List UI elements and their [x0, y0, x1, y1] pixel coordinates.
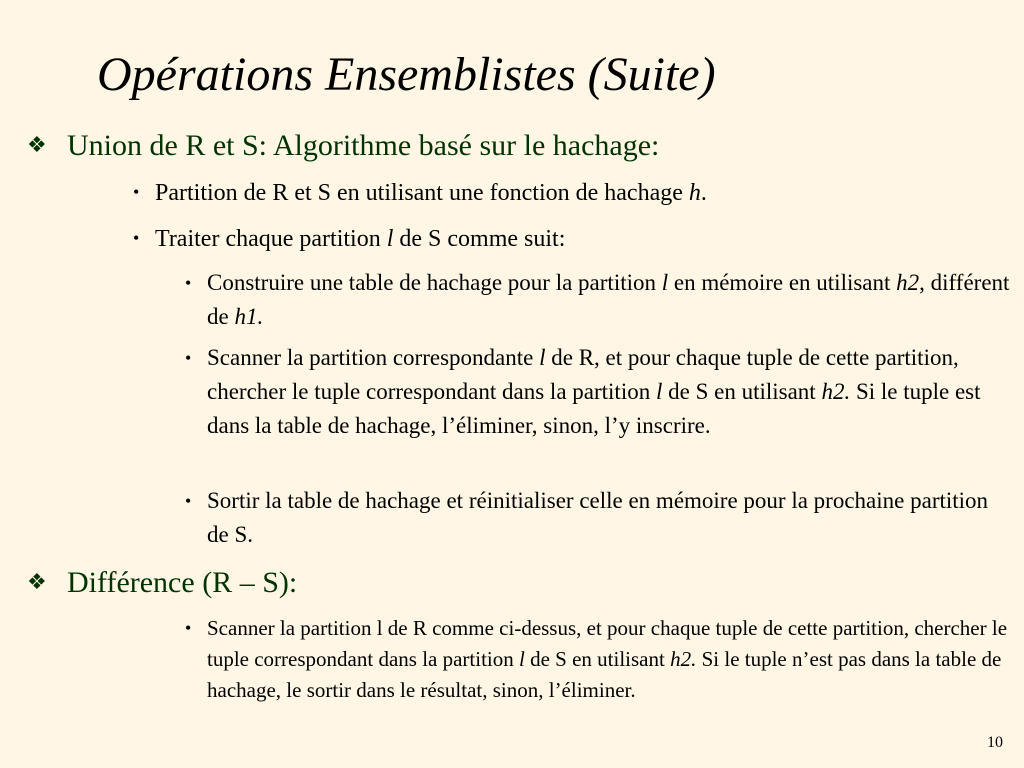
- union-sub1-h: h: [688, 180, 701, 206]
- step2-item: [185, 341, 1015, 443]
- step1-text-c: , différent de: [207, 270, 1010, 329]
- step1-item: [185, 266, 1015, 334]
- union-sub2: [133, 225, 565, 254]
- diff-text-a: Scanner la partition l de R comme ci-dessus, et pour chaque tuple de cette partition, chercher le tuple correspondant dans la partition: [207, 616, 1008, 671]
- step1-text-a: Construire une table de hachage pour la partition: [207, 270, 662, 295]
- step2-l2: l: [655, 379, 663, 404]
- step3-text: Sortir la table de hachage et réinitialiser celle en mémoire pour la prochaine partition de S.: [207, 488, 989, 547]
- dot-bullet-icon: •: [185, 348, 192, 368]
- dot-bullet-icon: •: [185, 618, 192, 638]
- step2-l: l: [539, 345, 546, 370]
- dot-bullet-icon: •: [133, 182, 140, 202]
- union-sub1: [133, 179, 707, 208]
- union-sub2-text-b: de S comme suit:: [393, 226, 566, 252]
- dot-bullet-icon: •: [133, 228, 140, 248]
- step2-h2: h2.: [821, 379, 851, 404]
- diff-item: [185, 613, 1015, 706]
- union-bullet: [27, 128, 659, 164]
- step2-text-b: de R, et pour chaque tuple de cette partition, chercher le tuple correspondant dans la partition: [207, 345, 959, 404]
- step2-text-a: Scanner la partition correspondante: [207, 345, 540, 370]
- step1-l: l: [661, 270, 669, 295]
- dot-bullet-icon: •: [185, 273, 192, 293]
- union-sub1-end: .: [700, 180, 707, 206]
- diff-bullet: [27, 565, 297, 601]
- union-sub2-text: Traiter chaque partition: [155, 226, 387, 252]
- step2-text-c: de S en utilisant: [662, 379, 822, 404]
- diff-l: l: [519, 647, 525, 671]
- diamond-bullet-icon: ❖: [27, 569, 47, 594]
- dot-bullet-icon: •: [185, 491, 192, 511]
- step1-h2: h2: [896, 270, 920, 295]
- diff-text-c: Si le tuple n’est pas dans la table de hachage, le sortir dans le résultat, sinon, l’éliminer.: [207, 647, 1002, 702]
- union-sub2-l: l: [386, 226, 394, 252]
- diff-text-b: de S en utilisant: [524, 647, 671, 671]
- diff-heading: Différence (R – S):: [67, 566, 298, 599]
- union-heading: Union de R et S: Algorithme basé sur le hachage:: [67, 129, 660, 162]
- diff-h2: h2.: [670, 647, 697, 671]
- step1-h1: h1.: [234, 304, 264, 329]
- diamond-bullet-icon: ❖: [27, 132, 47, 157]
- step1-text-b: en mémoire en utilisant: [668, 270, 897, 295]
- page-number: 10: [987, 734, 1003, 751]
- step2-text-d: Si le tuple est dans la table de hachage, l’éliminer, sinon, l’y inscrire.: [207, 379, 981, 438]
- union-sub1-text: Partition de R et S en utilisant une fonction de hachage: [155, 180, 689, 206]
- step3-item: [185, 484, 1015, 552]
- slide-title: Opérations Ensemblistes (Suite): [97, 48, 716, 101]
